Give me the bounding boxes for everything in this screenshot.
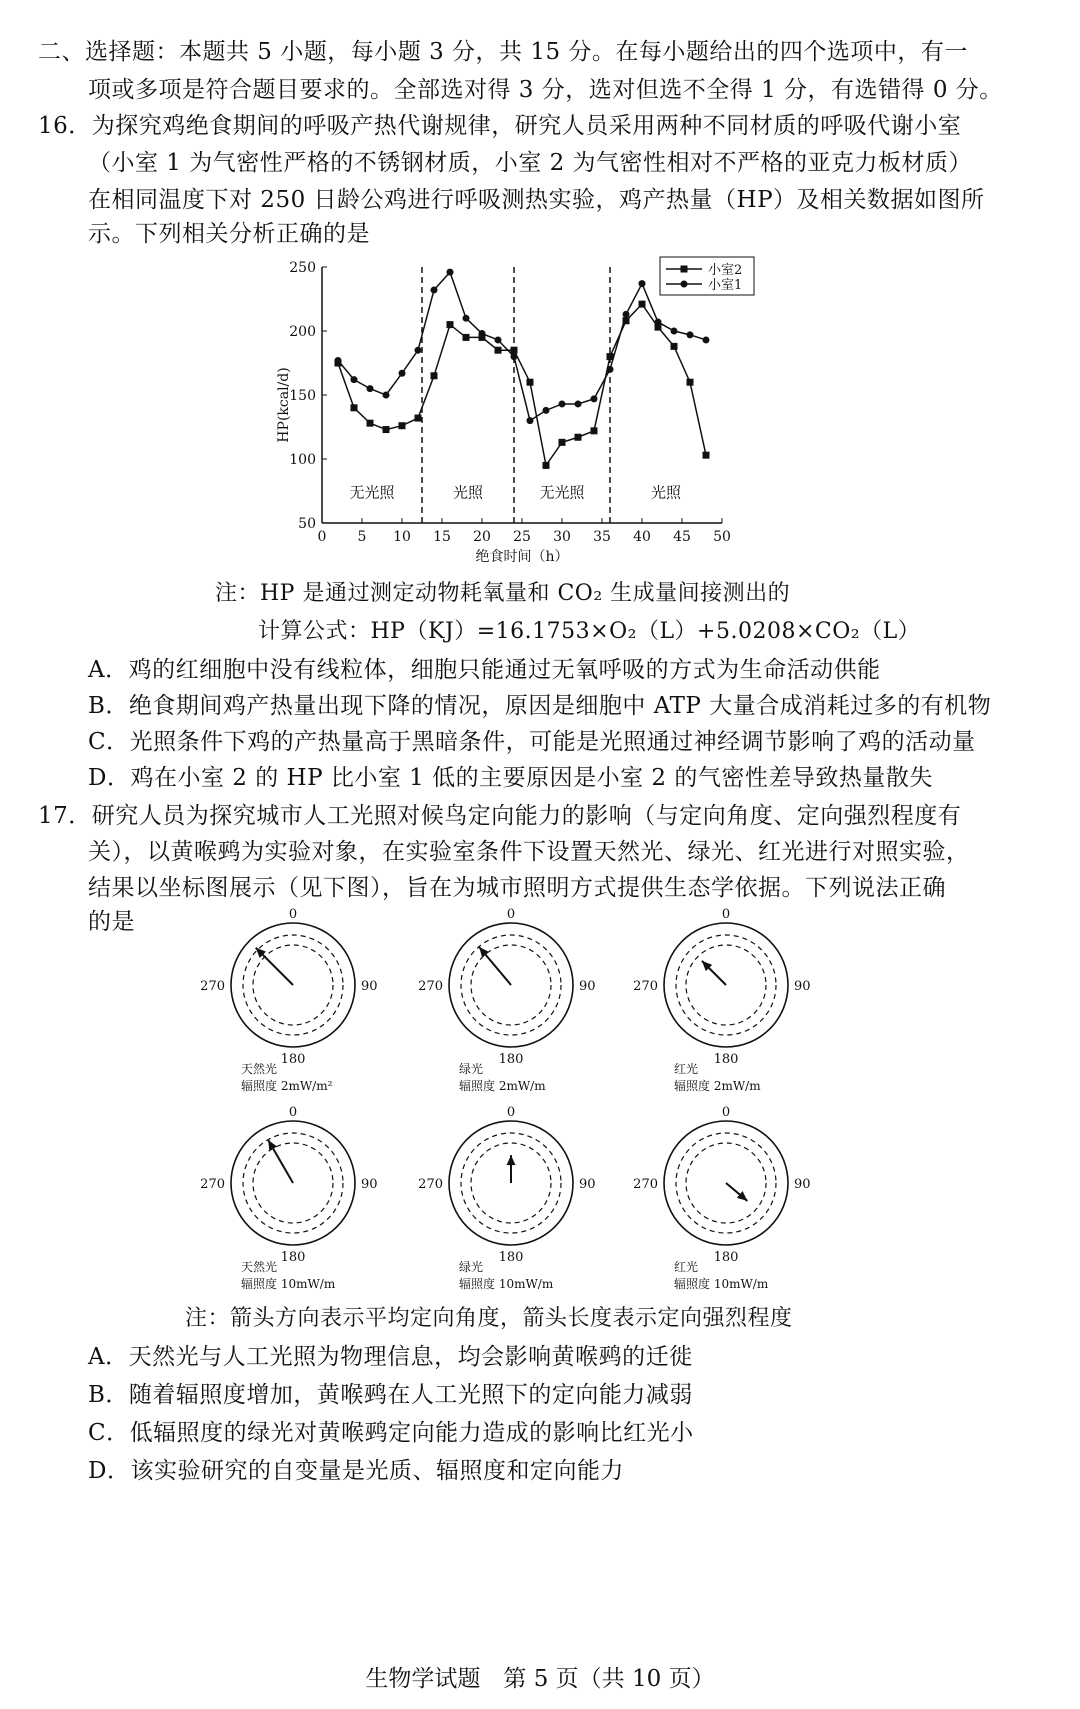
data-point — [687, 379, 694, 386]
compass-label-bottom: 180 — [498, 1052, 524, 1067]
q17-option-a: A．天然光与人工光照为物理信息，均会影响黄喉鹀的迁徙 — [88, 1344, 693, 1370]
data-point — [623, 311, 630, 318]
data-point — [431, 287, 438, 294]
q17-stem-line2: 关），以黄喉鹀为实验对象，在实验室条件下设置天然光、绿光、红光进行对照实验， — [88, 839, 970, 865]
y-tick-label: 100 — [289, 452, 316, 468]
compass-label-right: 90 — [794, 979, 811, 994]
compass-irradiance-label: 辐照度 2mW/m — [459, 1079, 546, 1093]
compass-diagram — [200, 907, 377, 1093]
x-tick-label: 35 — [593, 529, 611, 545]
data-point — [415, 347, 422, 354]
compass-label-bottom: 180 — [713, 1250, 739, 1265]
hp-line-chart — [270, 255, 810, 610]
data-point — [351, 376, 358, 383]
data-point — [399, 422, 406, 429]
compass-irradiance-label: 辐照度 2mW/m — [674, 1079, 761, 1093]
x-tick-label: 25 — [513, 529, 531, 545]
legend-label: 小室1 — [708, 278, 743, 293]
q16-option-a: A．鸡的红细胞中没有线粒体，细胞只能通过无氧呼吸的方式为生命活动供能 — [88, 657, 881, 683]
data-point — [367, 385, 374, 392]
legend-marker — [681, 281, 688, 288]
compass-diagram — [633, 1105, 810, 1291]
data-point — [703, 336, 710, 343]
q16-stem-line3: 在相同温度下对 250 日龄公鸡进行呼吸测热实验，鸡产热量（HP）及相关数据如图所 — [88, 187, 985, 213]
compass-label-left: 270 — [633, 979, 658, 994]
compass-irradiance-label: 辐照度 2mW/m² — [241, 1079, 333, 1093]
q16-stem-line1: 16．为探究鸡绝食期间的呼吸产热代谢规律，研究人员采用两种不同材质的呼吸代谢小室 — [38, 113, 962, 139]
q16-note2: 计算公式：HP（KJ）=16.1753×O₂（L）+5.0208×CO₂（L） — [258, 619, 921, 644]
y-tick-label: 50 — [298, 516, 316, 532]
y-axis-label: HP(kcal/d) — [276, 367, 292, 443]
compass-diagram — [418, 1105, 595, 1291]
data-point — [399, 370, 406, 377]
region-label: 无光照 — [539, 483, 585, 502]
compass-light-label: 天然光 — [241, 1062, 278, 1076]
compass-light-label: 绿光 — [459, 1062, 484, 1076]
data-point — [479, 330, 486, 337]
compass-label-left: 270 — [200, 979, 225, 994]
x-tick-label: 5 — [357, 529, 367, 545]
y-tick-label: 250 — [289, 260, 316, 276]
data-point — [671, 328, 678, 335]
data-point — [639, 280, 646, 287]
series-line-小室1 — [338, 272, 706, 420]
x-tick-label: 45 — [673, 529, 691, 545]
data-point — [463, 315, 470, 322]
compass-label-top: 0 — [288, 907, 298, 922]
data-point — [383, 392, 390, 399]
data-point — [415, 415, 422, 422]
compass-label-left: 270 — [418, 1177, 443, 1192]
page-footer: 生物学试题 第 5 页（共 10 页） — [365, 1666, 715, 1692]
q17-note: 注：箭头方向表示平均定向角度，箭头长度表示定向强烈程度 — [185, 1306, 793, 1331]
data-point — [591, 427, 598, 434]
compass-label-right: 90 — [579, 979, 596, 994]
compass-diagram — [418, 907, 595, 1093]
data-point — [527, 417, 534, 424]
y-tick-label: 150 — [289, 388, 316, 404]
data-point — [703, 452, 710, 459]
x-tick-label: 40 — [633, 529, 651, 545]
compass-light-label: 绿光 — [459, 1260, 484, 1274]
compass-diagram — [200, 1105, 377, 1291]
x-axis-label: 绝食时间（h） — [475, 549, 569, 565]
x-tick-label: 10 — [393, 529, 411, 545]
q16-stem-line4: 示。下列相关分析正确的是 — [88, 221, 370, 247]
data-point — [639, 301, 646, 308]
compass-label-top: 0 — [288, 1105, 298, 1120]
data-point — [559, 439, 566, 446]
q17-stem-line1: 17．研究人员为探究城市人工光照对候鸟定向能力的影响（与定向角度、定向强烈程度有 — [38, 803, 962, 829]
compass-irradiance-label: 辐照度 10mW/m — [459, 1277, 554, 1291]
compass-label-top: 0 — [721, 1105, 731, 1120]
data-point — [559, 400, 566, 407]
y-tick-label: 200 — [289, 324, 316, 340]
x-tick-label: 30 — [553, 529, 571, 545]
compass-label-bottom: 180 — [498, 1250, 524, 1265]
compass-label-top: 0 — [721, 907, 731, 922]
q16-stem-line2: （小室 1 为气密性严格的不锈钢材质，小室 2 为气密性相对不严格的亚克力板材质） — [88, 150, 973, 176]
x-tick-label: 15 — [433, 529, 451, 545]
compass-label-top: 0 — [506, 907, 516, 922]
data-point — [463, 334, 470, 341]
q16-note1: 注：HP 是通过测定动物耗氧量和 CO₂ 生成量间接测出的 — [215, 581, 791, 606]
data-point — [383, 426, 390, 433]
q17-option-b: B．随着辐照度增加，黄喉鹀在人工光照下的定向能力减弱 — [88, 1382, 693, 1408]
x-tick-label: 50 — [713, 529, 731, 545]
data-point — [687, 331, 694, 338]
compass-label-top: 0 — [506, 1105, 516, 1120]
data-point — [511, 347, 518, 354]
data-point — [367, 420, 374, 427]
compass-label-right: 90 — [361, 1177, 378, 1192]
x-tick-label: 20 — [473, 529, 491, 545]
data-point — [431, 372, 438, 379]
data-point — [543, 462, 550, 469]
data-point — [495, 347, 502, 354]
compass-label-bottom: 180 — [280, 1250, 306, 1265]
compass-irradiance-label: 辐照度 10mW/m — [241, 1277, 336, 1291]
orientation-compass-grid — [180, 905, 880, 1305]
compass-irradiance-label: 辐照度 10mW/m — [674, 1277, 769, 1291]
region-label: 无光照 — [349, 483, 395, 502]
data-point — [575, 434, 582, 441]
data-point — [511, 353, 518, 360]
compass-label-right: 90 — [794, 1177, 811, 1192]
data-point — [543, 407, 550, 414]
compass-label-bottom: 180 — [280, 1052, 306, 1067]
q17-option-d: D．该实验研究的自变量是光质、辐照度和定向能力 — [88, 1458, 624, 1484]
region-label: 光照 — [452, 483, 484, 502]
data-point — [335, 357, 342, 364]
q17-stem-line3: 结果以坐标图展示（见下图），旨在为城市照明方式提供生态学依据。下列说法正确 — [88, 875, 946, 901]
compass-label-left: 270 — [418, 979, 443, 994]
region-label: 光照 — [650, 483, 682, 502]
section-heading-line2: 项或多项是符合题目要求的。全部选对得 3 分，选对但选不全得 1 分，有选错得 0 分。 — [88, 77, 1003, 103]
compass-label-right: 90 — [361, 979, 378, 994]
data-point — [447, 321, 454, 328]
legend-marker — [681, 266, 688, 273]
data-point — [655, 319, 662, 326]
compass-diagram — [633, 907, 810, 1093]
legend-label: 小室2 — [708, 263, 743, 278]
compass-label-right: 90 — [579, 1177, 596, 1192]
compass-light-label: 天然光 — [241, 1260, 278, 1274]
data-point — [351, 404, 358, 411]
x-tick-label: 0 — [317, 529, 327, 545]
compass-label-bottom: 180 — [713, 1052, 739, 1067]
q17-option-c: C．低辐照度的绿光对黄喉鹀定向能力造成的影响比红光小 — [88, 1420, 694, 1446]
q16-option-d: D．鸡在小室 2 的 HP 比小室 1 低的主要原因是小室 2 的气密性差导致热量散失 — [88, 765, 933, 791]
data-point — [607, 366, 614, 373]
compass-label-left: 270 — [633, 1177, 658, 1192]
data-point — [575, 400, 582, 407]
section-heading-line1: 二、选择题：本题共 5 小题，每小题 3 分，共 15 分。在每小题给出的四个选项中，有一 — [38, 39, 968, 65]
data-point — [447, 269, 454, 276]
orientation-arrow-head — [507, 1155, 516, 1165]
data-point — [671, 343, 678, 350]
compass-light-label: 红光 — [674, 1260, 699, 1274]
data-point — [527, 379, 534, 386]
q17-stem-line4: 的是 — [88, 909, 135, 935]
compass-label-left: 270 — [200, 1177, 225, 1192]
compass-light-label: 红光 — [674, 1062, 699, 1076]
q16-option-b: B．绝食期间鸡产热量出现下降的情况，原因是细胞中 ATP 大量合成消耗过多的有机物 — [88, 693, 992, 719]
data-point — [591, 395, 598, 402]
data-point — [495, 336, 502, 343]
q16-option-c: C．光照条件下鸡的产热量高于黑暗条件，可能是光照通过神经调节影响了鸡的活动量 — [88, 729, 976, 755]
